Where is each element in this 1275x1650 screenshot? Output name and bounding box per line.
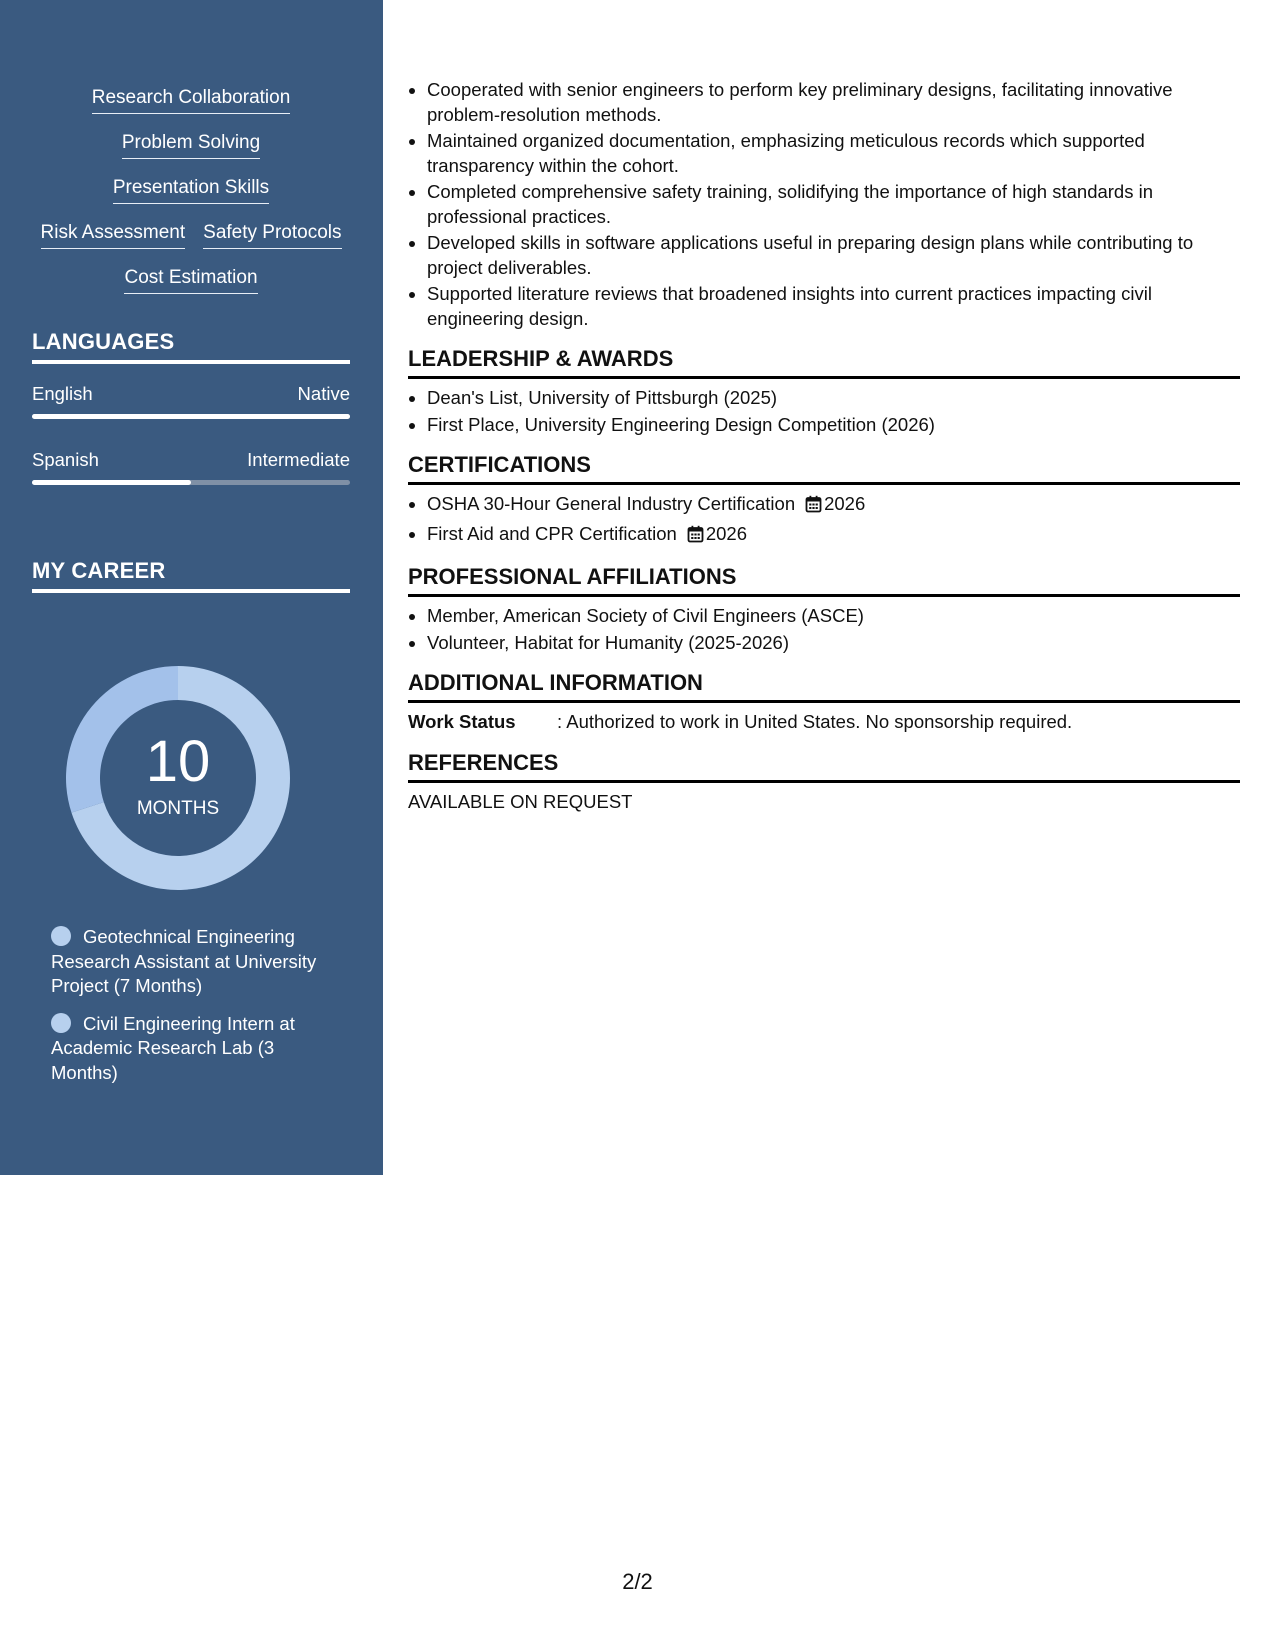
certification-year: 2026: [824, 493, 866, 514]
references-heading: REFERENCES: [408, 749, 1240, 783]
affiliation-item: • Volunteer, Habitat for Humanity (2025-2026): [427, 631, 1240, 656]
career-item-text: Civil Engineering Intern at Academic Research Lab (3 Months): [51, 1012, 295, 1083]
leadership-heading: LEADERSHIP & AWARDS: [408, 345, 1240, 379]
skill-tag: Presentation Skills: [113, 176, 269, 204]
skills-list: [32, 86, 350, 311]
language-item: [32, 449, 350, 485]
skill-row: [32, 221, 350, 266]
career-donut-chart: [65, 665, 291, 891]
certification-item: [427, 492, 1240, 520]
experience-bullet: • Developed skills in software applications useful in preparing design plans while contributing to project deliverables.: [427, 231, 1240, 280]
certifications-heading: CERTIFICATIONS: [408, 451, 1240, 485]
references-text: AVAILABLE ON REQUEST: [408, 790, 633, 812]
career-list: [51, 925, 341, 1098]
skill-row: [32, 86, 350, 131]
leadership-list: [408, 386, 1240, 437]
career-item: [51, 925, 341, 999]
experience-bullet: • Supported literature reviews that broadened insights into current practices impacting civil engineering design.: [427, 282, 1240, 331]
certification-item: [427, 522, 1240, 550]
career-dot-icon: [51, 1013, 71, 1033]
career-total-unit: MONTHS: [136, 798, 220, 819]
experience-bullet: • Completed comprehensive safety training, solidifying the importance of high standards in professional practices.: [427, 180, 1240, 229]
experience-bullets: [408, 78, 1240, 331]
language-name: Spanish: [32, 449, 99, 470]
career-total-value: 10: [145, 729, 211, 794]
language-level: Native: [297, 383, 350, 404]
work-status-row: [408, 710, 1240, 735]
work-status-label: Work Status: [408, 711, 516, 732]
skill-tag: Research Collaboration: [92, 86, 291, 114]
additional-info-heading: ADDITIONAL INFORMATION: [408, 669, 1240, 703]
skill-tag: Problem Solving: [122, 131, 260, 159]
skill-row: [32, 266, 350, 311]
skill-tag: Risk Assessment: [41, 221, 186, 249]
main-content: [408, 78, 1240, 814]
career-heading: MY CAREER: [32, 557, 350, 593]
calendar-icon: [805, 495, 822, 520]
language-name: English: [32, 383, 93, 404]
language-proficiency-bar: [32, 480, 350, 485]
leadership-item: • Dean's List, University of Pittsburgh (2025): [427, 386, 1240, 411]
languages-heading: LANGUAGES: [32, 328, 350, 364]
calendar-icon: [687, 525, 704, 550]
career-item-text: Geotechnical Engineering Research Assistant at University Project (7 Months): [51, 926, 317, 996]
page-number: 2/2: [622, 1569, 653, 1594]
affiliations-list: [408, 604, 1240, 655]
language-proficiency-fill: [32, 414, 350, 419]
career-item: [51, 1012, 341, 1086]
certifications-list: [408, 492, 1240, 549]
affiliation-item: • Member, American Society of Civil Engineers (ASCE): [427, 604, 1240, 629]
language-level: Intermediate: [247, 449, 350, 470]
sidebar: [0, 0, 383, 1175]
language-proficiency-bar: [32, 414, 350, 419]
career-dot-icon: [51, 926, 71, 946]
certification-year: 2026: [705, 522, 747, 544]
language-proficiency-fill: [32, 480, 191, 485]
work-status-value: : Authorized to work in United States. No sponsorship required.: [557, 711, 1073, 732]
leadership-item: • First Place, University Engineering Design Competition (2026): [427, 413, 1240, 438]
experience-bullet: • Maintained organized documentation, emphasizing meticulous records which supported transparency within the cohort.: [427, 129, 1240, 178]
affiliations-heading: PROFESSIONAL AFFILIATIONS: [408, 563, 1240, 597]
skill-row: [32, 131, 350, 176]
certification-name: OSHA 30-Hour General Industry Certification: [427, 493, 796, 514]
experience-bullet: • Cooperated with senior engineers to perform key preliminary designs, facilitating innovative problem-resolution methods.: [427, 78, 1240, 127]
skill-tag: Safety Protocols: [203, 221, 341, 249]
certification-name: First Aid and CPR Certification: [427, 522, 677, 544]
skill-row: [32, 176, 350, 221]
language-item: [32, 383, 350, 419]
skill-tag: Cost Estimation: [124, 266, 257, 294]
